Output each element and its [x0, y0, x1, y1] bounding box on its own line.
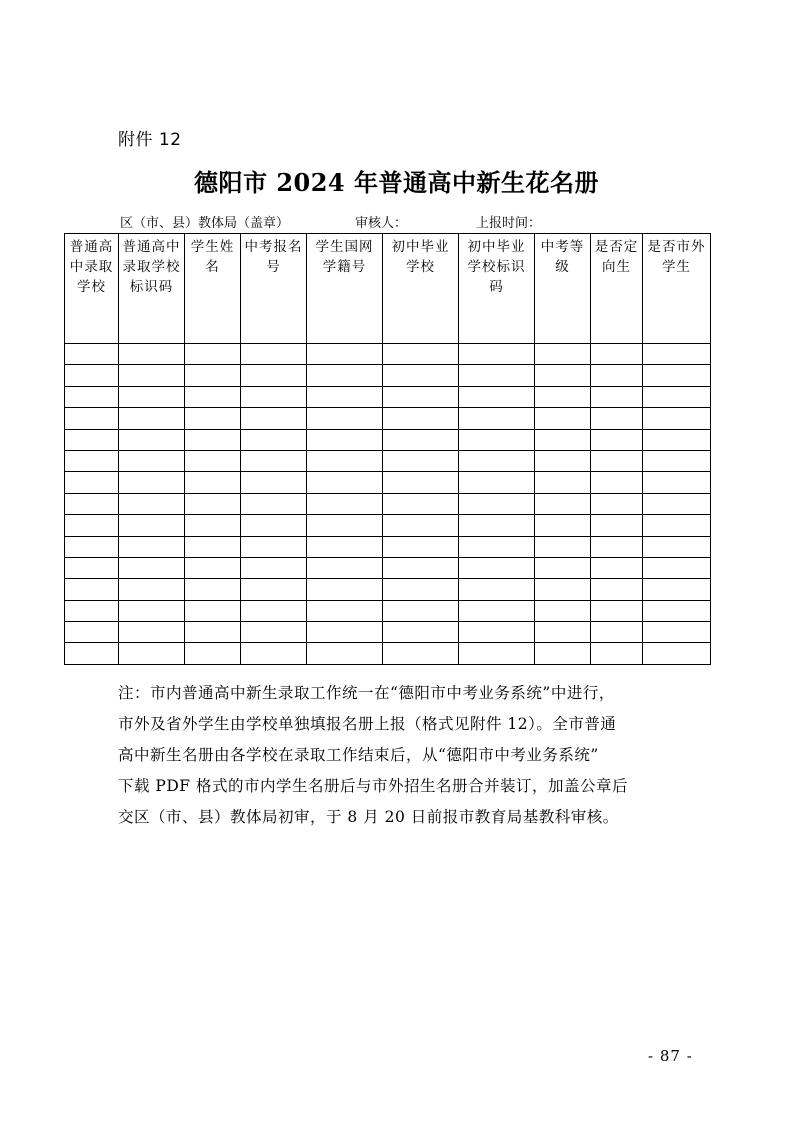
header-student-name: 学生姓名	[185, 234, 241, 344]
table-cell[interactable]	[307, 515, 383, 536]
table-cell[interactable]	[241, 472, 307, 493]
table-cell[interactable]	[535, 643, 591, 664]
table-cell[interactable]	[119, 643, 185, 664]
table-cell[interactable]	[459, 493, 535, 514]
table-body	[65, 344, 711, 665]
table-cell[interactable]	[383, 515, 459, 536]
table-row	[65, 557, 711, 578]
table-cell[interactable]	[643, 643, 711, 664]
table-cell[interactable]	[119, 472, 185, 493]
table-cell[interactable]	[643, 600, 711, 621]
table-cell[interactable]	[241, 536, 307, 557]
table-row	[65, 365, 711, 386]
table-cell[interactable]	[591, 643, 643, 664]
table-cell[interactable]	[535, 429, 591, 450]
table-cell[interactable]	[591, 450, 643, 471]
table-row	[65, 429, 711, 450]
table-cell[interactable]	[119, 365, 185, 386]
table-cell[interactable]	[459, 600, 535, 621]
table-cell[interactable]	[307, 472, 383, 493]
table-cell[interactable]	[643, 579, 711, 600]
table-cell[interactable]	[383, 344, 459, 365]
table-cell[interactable]	[643, 472, 711, 493]
table-cell[interactable]	[307, 344, 383, 365]
header-directed-student: 是否定向生	[591, 234, 643, 344]
table-cell[interactable]	[119, 536, 185, 557]
notes-section	[118, 678, 704, 833]
table-cell[interactable]	[307, 557, 383, 578]
table-cell[interactable]	[591, 344, 643, 365]
table-cell[interactable]	[643, 493, 711, 514]
table-cell[interactable]	[535, 408, 591, 429]
table-cell[interactable]	[185, 643, 241, 664]
table-cell[interactable]	[535, 450, 591, 471]
table-cell[interactable]	[307, 408, 383, 429]
table-cell[interactable]	[119, 515, 185, 536]
table-row	[65, 493, 711, 514]
table-cell[interactable]	[241, 622, 307, 643]
table-cell[interactable]	[459, 643, 535, 664]
table-cell[interactable]	[643, 344, 711, 365]
table-cell[interactable]	[459, 450, 535, 471]
table-cell[interactable]	[185, 536, 241, 557]
notes-line: 下载 PDF 格式的市内学生名册后与市外招生名册合并装订，加盖公章后	[118, 777, 628, 795]
header-admitting-school: 普通高中录取学校	[65, 234, 119, 344]
table-cell[interactable]	[241, 450, 307, 471]
table-cell[interactable]	[591, 408, 643, 429]
table-cell[interactable]	[591, 429, 643, 450]
table-cell[interactable]	[65, 579, 119, 600]
table-cell[interactable]	[591, 600, 643, 621]
header-out-of-city-student: 是否市外学生	[643, 234, 711, 344]
table-cell[interactable]	[119, 600, 185, 621]
table-cell[interactable]	[535, 386, 591, 407]
table-cell[interactable]	[591, 622, 643, 643]
table-cell[interactable]	[65, 365, 119, 386]
table-cell[interactable]	[535, 515, 591, 536]
table-cell[interactable]	[119, 386, 185, 407]
table-cell[interactable]	[643, 429, 711, 450]
table-cell[interactable]	[307, 579, 383, 600]
table-row	[65, 536, 711, 557]
table-cell[interactable]	[307, 450, 383, 471]
table-cell[interactable]	[643, 515, 711, 536]
table-row	[65, 515, 711, 536]
table-cell[interactable]	[241, 386, 307, 407]
table-cell[interactable]	[119, 429, 185, 450]
table-cell[interactable]	[185, 579, 241, 600]
table-row	[65, 579, 711, 600]
table-cell[interactable]	[65, 557, 119, 578]
table-cell[interactable]	[535, 472, 591, 493]
table-cell[interactable]	[459, 579, 535, 600]
table-cell[interactable]	[459, 622, 535, 643]
table-cell[interactable]	[383, 365, 459, 386]
table-cell[interactable]	[119, 450, 185, 471]
table-cell[interactable]	[383, 579, 459, 600]
table-cell[interactable]	[241, 365, 307, 386]
table-cell[interactable]	[535, 600, 591, 621]
table-cell[interactable]	[241, 643, 307, 664]
table-cell[interactable]	[591, 365, 643, 386]
table-cell[interactable]	[307, 386, 383, 407]
table-cell[interactable]	[459, 365, 535, 386]
table-cell[interactable]	[459, 344, 535, 365]
attachment-label: 附件 12	[118, 130, 182, 150]
table-cell[interactable]	[383, 408, 459, 429]
table-cell[interactable]	[459, 408, 535, 429]
table-row	[65, 344, 711, 365]
table-cell[interactable]	[591, 557, 643, 578]
table-cell[interactable]	[307, 643, 383, 664]
notes-line: 注：市内普通高中新生录取工作统一在“德阳市中考业务系统”中进行，	[118, 684, 615, 702]
table-cell[interactable]	[383, 429, 459, 450]
table-cell[interactable]	[459, 429, 535, 450]
table-cell[interactable]	[119, 579, 185, 600]
table-cell[interactable]	[307, 429, 383, 450]
table-cell[interactable]	[185, 450, 241, 471]
table-cell[interactable]	[185, 365, 241, 386]
table-cell[interactable]	[241, 493, 307, 514]
table-cell[interactable]	[119, 344, 185, 365]
table-cell[interactable]	[591, 536, 643, 557]
table-cell[interactable]	[65, 622, 119, 643]
table-cell[interactable]	[535, 344, 591, 365]
table-cell[interactable]	[307, 622, 383, 643]
table-cell[interactable]	[241, 344, 307, 365]
table-cell[interactable]	[185, 472, 241, 493]
table-cell[interactable]	[591, 579, 643, 600]
table-cell[interactable]	[119, 557, 185, 578]
notes-line: 市外及省外学生由学校单独填报名册上报（格式见附件 12）。全市普通	[118, 715, 617, 733]
table-cell[interactable]	[591, 472, 643, 493]
table-cell[interactable]	[383, 643, 459, 664]
table-cell[interactable]	[643, 536, 711, 557]
header-admitting-school-code: 普通高中录取学校标识码	[119, 234, 185, 344]
table-cell[interactable]	[65, 493, 119, 514]
table-cell[interactable]	[383, 600, 459, 621]
table-cell[interactable]	[65, 429, 119, 450]
table-cell[interactable]	[307, 536, 383, 557]
notes-line: 交区（市、县）教体局初审，于 8 月 20 日前报市教育局基教科审核。	[118, 808, 619, 826]
table-cell[interactable]	[535, 622, 591, 643]
table-cell[interactable]	[185, 600, 241, 621]
table-cell[interactable]	[383, 386, 459, 407]
table-cell[interactable]	[643, 408, 711, 429]
table-row	[65, 622, 711, 643]
table-cell[interactable]	[65, 344, 119, 365]
table-cell[interactable]	[65, 450, 119, 471]
table-cell[interactable]	[383, 622, 459, 643]
table-cell[interactable]	[643, 386, 711, 407]
table-cell[interactable]	[241, 408, 307, 429]
table-cell[interactable]	[241, 600, 307, 621]
table-cell[interactable]	[307, 600, 383, 621]
table-cell[interactable]	[185, 386, 241, 407]
table-cell[interactable]	[591, 515, 643, 536]
student-roster-table	[64, 233, 711, 665]
table-cell[interactable]	[185, 515, 241, 536]
table-row	[65, 386, 711, 407]
table-cell[interactable]	[535, 536, 591, 557]
table-cell[interactable]	[65, 515, 119, 536]
table-cell[interactable]	[185, 557, 241, 578]
table-cell[interactable]	[535, 493, 591, 514]
report-time-field: 上报时间：	[476, 216, 542, 231]
table-cell[interactable]	[119, 493, 185, 514]
table-cell[interactable]	[383, 493, 459, 514]
header-exam-grade: 中考等级	[535, 234, 591, 344]
table-cell[interactable]	[65, 386, 119, 407]
notes-line: 高中新生名册由各学校在录取工作结束后，从“德阳市中考业务系统”	[118, 746, 599, 764]
header-junior-school-code: 初中毕业学校标识码	[459, 234, 535, 344]
table-cell[interactable]	[307, 493, 383, 514]
table-cell[interactable]	[535, 579, 591, 600]
table-cell[interactable]	[65, 408, 119, 429]
table-row	[65, 450, 711, 471]
table-cell[interactable]	[65, 472, 119, 493]
table-cell[interactable]	[459, 472, 535, 493]
header-exam-registration-number: 中考报名号	[241, 234, 307, 344]
table-cell[interactable]	[535, 557, 591, 578]
table-cell[interactable]	[185, 493, 241, 514]
header-junior-school: 初中毕业学校	[383, 234, 459, 344]
table-cell[interactable]	[65, 600, 119, 621]
table-cell[interactable]	[65, 643, 119, 664]
table-cell[interactable]	[241, 429, 307, 450]
header-national-student-id: 学生国网学籍号	[307, 234, 383, 344]
table-cell[interactable]	[643, 365, 711, 386]
table-cell[interactable]	[643, 450, 711, 471]
table-cell[interactable]	[241, 557, 307, 578]
table-cell[interactable]	[241, 579, 307, 600]
table-cell[interactable]	[185, 429, 241, 450]
table-row	[65, 472, 711, 493]
table-row	[65, 408, 711, 429]
page-title: 德阳市 2024 年普通高中新生花名册	[193, 168, 599, 197]
table-cell[interactable]	[459, 515, 535, 536]
table-cell[interactable]	[119, 622, 185, 643]
table-cell[interactable]	[383, 450, 459, 471]
table-row	[65, 643, 711, 664]
table-row	[65, 600, 711, 621]
table-cell[interactable]	[383, 557, 459, 578]
table-cell[interactable]	[643, 622, 711, 643]
table-cell[interactable]	[65, 536, 119, 557]
table-header-row	[65, 234, 711, 344]
table-cell[interactable]	[307, 365, 383, 386]
table-cell[interactable]	[643, 557, 711, 578]
page-number: - 87 -	[648, 1047, 693, 1065]
table-cell[interactable]	[185, 344, 241, 365]
table-cell[interactable]	[459, 557, 535, 578]
table-cell[interactable]	[591, 386, 643, 407]
table-cell[interactable]	[185, 408, 241, 429]
table-cell[interactable]	[459, 386, 535, 407]
table-cell[interactable]	[535, 365, 591, 386]
table-cell[interactable]	[591, 493, 643, 514]
table-cell[interactable]	[383, 472, 459, 493]
reviewer-field: 审核人：	[355, 216, 408, 231]
table-cell[interactable]	[119, 408, 185, 429]
district-stamp-field: 区（市、县）教体局（盖章）	[120, 216, 290, 231]
table-cell[interactable]	[241, 515, 307, 536]
table-cell[interactable]	[185, 622, 241, 643]
table-cell[interactable]	[459, 536, 535, 557]
table-cell[interactable]	[383, 536, 459, 557]
